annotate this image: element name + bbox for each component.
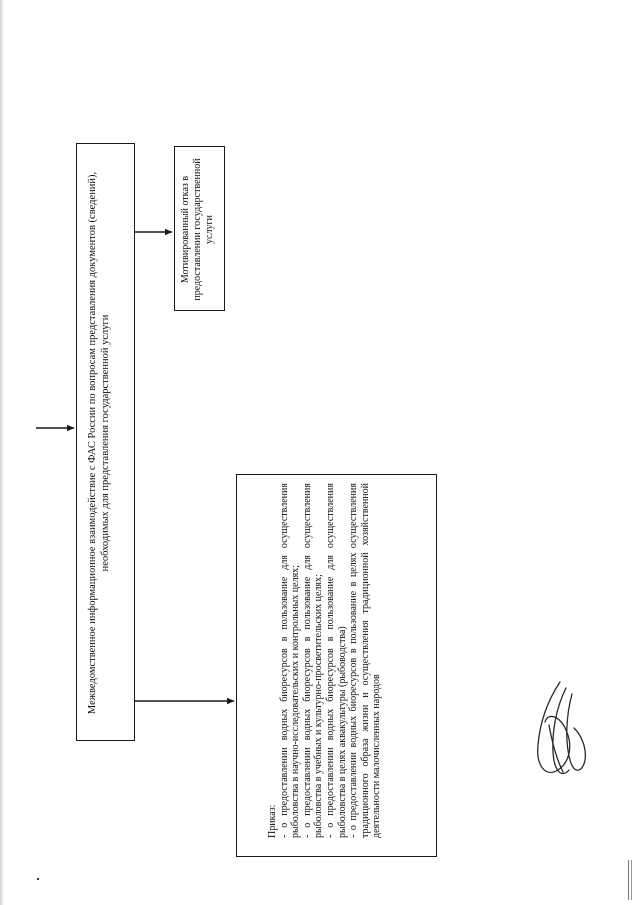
order-item: - о предоставлении водных биоресурсов в пользование для осуществления рыболовства в целях аквакультуры (рыбоводства) bbox=[324, 483, 348, 838]
signature bbox=[538, 682, 586, 774]
refusal-text: Мотивированный отказ в предоставлении государственной услуги bbox=[180, 158, 215, 301]
order-block bbox=[236, 474, 437, 857]
order-title: Приказ: bbox=[267, 804, 278, 838]
order-item: - о предоставлении водных биоресурсов в пользование для осуществления рыболовства в научно-исследовательских и контрольных целях; bbox=[278, 483, 302, 838]
interagency-interaction-block bbox=[76, 143, 135, 741]
refusal-block bbox=[174, 146, 225, 311]
order-item: - о предоставлении водных биоресурсов в пользование в целях осуществления традиционного образа жизни и осуществления традиционной хозяйственной деятельности малочисленных народов bbox=[348, 483, 383, 838]
order-item: - о предоставлении водных биоресурсов в пользование для осуществления рыболовства в учебных и культурно-просветительских целях; bbox=[301, 483, 325, 838]
interagency-interaction-text: Межведомственное информационное взаимодействие с ФАС России по вопросам представления документов (сведений), необходимых для представления государственной услуги bbox=[87, 171, 111, 715]
order-content bbox=[237, 475, 437, 857]
